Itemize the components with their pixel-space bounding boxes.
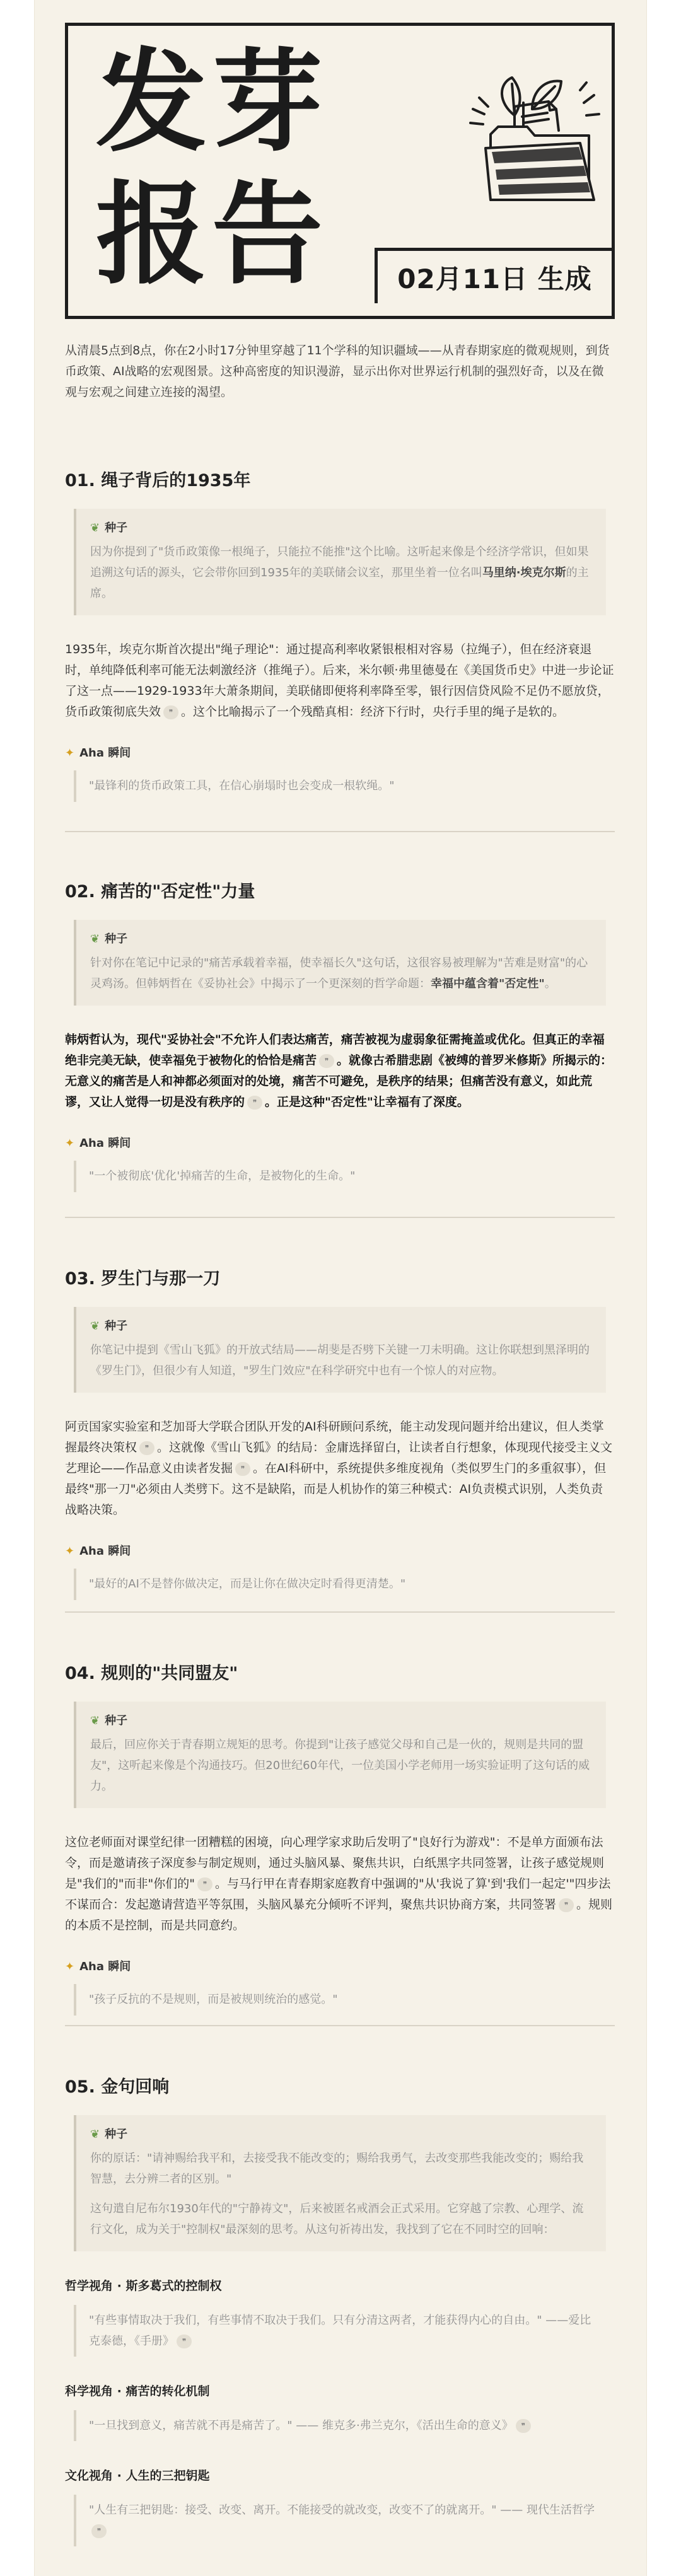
section-1	[65, 467, 615, 802]
section-title: 03. 罗生门与那一刀	[65, 1269, 221, 1289]
aha-quote: "一个被彻底'优化'掉痛苦的生命，是被物化的生命。"	[74, 1161, 615, 1192]
citation-link[interactable]: ❞	[235, 1462, 250, 1476]
seed-text: 你的原话："请神赐给我平和，去接受我不能改变的；赐给我勇气，去改变那些我能改变的；赐给我智慧，去分辨二者的区别。"	[90, 2152, 584, 2186]
aha-quote: "最好的AI不是替你做决定，而是让你在做决定时看得更清楚。"	[74, 1569, 615, 1600]
sparkle-icon: ✦	[65, 1137, 75, 1150]
citation-link[interactable]: ❞	[91, 2524, 107, 2538]
section-divider	[65, 1611, 615, 1613]
section-5	[65, 2073, 615, 2546]
section-2	[65, 878, 615, 1192]
subheading: 文化视角 · 人生的三把钥匙	[65, 2469, 210, 2483]
quote-block	[74, 2410, 615, 2441]
sparkle-icon: ✦	[65, 1960, 75, 1973]
citation-link[interactable]: ❞	[319, 1054, 334, 1068]
subheading: 哲学视角 · 斯多葛式的控制权	[65, 2279, 222, 2293]
body-text: 1935年，埃克尔斯首次提出"绳子理论"：通过提高利率收紧银根相对容易（拉绳子），但在经济衰退时，单纯降低利率可能无法刺激经济（推绳子）。后来，米尔顿·弗里德曼在《美国货币史》中进一步论证了这一点——1929-1933年大萧条期间，美联储即便将利率降至零，银行因信贷风险不足仍不愿放贷，货币政策彻底失效	[65, 642, 614, 719]
citation-link[interactable]: ❞	[559, 1898, 574, 1912]
body-tail: 。规则的本质不是控制，而是共同意约。	[65, 1898, 613, 1932]
body-text: 阿贡国家实验室和芝加哥大学联合团队开发的AI科研顾问系统，能主动发现问题并给出建议，但人类掌握最终决策权	[65, 1420, 604, 1454]
quote-text: "一旦找到意义，痛苦就不再是痛苦了。" —— 维克多·弗兰克尔，《活出生命的意义》	[89, 2419, 513, 2432]
intro-paragraph: 从清晨5点到8点，你在2小时17分钟里穿越了11个学科的知识疆域——从青春期家庭的微观规则，到货币政策、AI战略的宏观图景。这种高密度的知识漫游，显示出你对世界运行机制的强烈好奇，以及在微观与宏观之间建立连接的渴望。	[65, 344, 610, 399]
body-paragraph	[65, 1832, 615, 1936]
body-text-2: 。这就像《雪山飞狐》的结局：金庸选择留白，让读者自行想象，体现现代接受主义文艺理论——作品意义由读者发掘	[65, 1441, 613, 1475]
seed-text: 你笔记中提到《雪山飞狐》的开放式结局——胡斐是否劈下关键一刀未明确。这让你联想到黑泽明的《罗生门》，但很少有人知道，"罗生门效应"在科学研究中也有一个惊人的对应物。	[90, 1343, 590, 1378]
body-text: 韩炳哲认为，现代"妥协社会"不允许人们表达痛苦，痛苦被视为虚弱象征需掩盖或优化。但真正的幸福绝非完美无缺，使幸福免于被物化的恰恰是痛苦	[65, 1033, 605, 1067]
citation-link[interactable]: ❞	[163, 705, 178, 719]
section-title: 01. 绳子背后的1935年	[65, 471, 251, 490]
report-page	[35, 0, 646, 2576]
aha-quote: "孩子反抗的不是规则，而是被规则统治的感觉。"	[74, 1984, 615, 2016]
quote-block	[74, 2305, 615, 2357]
seed-block	[74, 1307, 606, 1393]
sprout-icon: ❦	[90, 521, 100, 535]
section-4	[65, 1659, 615, 2016]
citation-link[interactable]: ❞	[139, 1441, 154, 1455]
seed-block	[74, 920, 606, 1006]
report-title	[96, 40, 328, 305]
section-divider	[65, 1217, 615, 1218]
section-divider	[65, 2025, 615, 2026]
body-text-3: 。在AI科研中，系统提供多维度视角（类似罗生门的多重叙事），但最终"那一刀"必须由人类劈下。这不是缺陷，而是人机协作的第三种模式：AI负责模式识别，人类负责战略决策。	[65, 1461, 607, 1517]
folder-with-plant-icon	[454, 65, 612, 216]
seed-label: 种子	[105, 2128, 128, 2141]
citation-link[interactable]: ❞	[516, 2419, 531, 2433]
section-3	[65, 1265, 615, 1600]
body-paragraph	[65, 1417, 615, 1521]
body-paragraph	[65, 639, 615, 722]
report-header	[65, 23, 615, 319]
sprout-icon: ❦	[90, 932, 100, 946]
sparkle-icon: ✦	[65, 1545, 75, 1558]
body-text-2: 。就像古希腊悲剧《被缚的普罗米修斯》所揭示的：无意义的痛苦是人和神都必须面对的处境，痛苦不可避免，是秩序的结果；但痛苦没有意义，如此荒谬，又让人觉得一切是没有秩序的	[65, 1053, 613, 1109]
seed-highlight: 幸福中蕴含着"否定性"	[431, 977, 545, 990]
citation-link[interactable]: ❞	[177, 2335, 192, 2348]
seed-text: 最后，回应你关于青春期立规矩的思考。你提到"让孩子感觉父母和自己是一伙的，规则是共同的盟友"，这听起来像是个沟通技巧。但20世纪60年代，一位美国小学老师用一场实验证明了这句话的威力。	[90, 1738, 590, 1793]
sprout-icon: ❦	[90, 2128, 100, 2141]
subheading: 科学视角 · 痛苦的转化机制	[65, 2384, 210, 2398]
aha-label: Aha 瞬间	[79, 1137, 131, 1150]
aha-label: Aha 瞬间	[79, 746, 131, 760]
quote-block	[74, 2495, 615, 2546]
quote-text: "有些事情取决于我们，有些事情不取决于我们。只有分清这两者，才能获得内心的自由。" ——爱比克泰德，《手册》	[89, 2314, 591, 2348]
seed-label: 种子	[105, 932, 128, 946]
body-tail: 。这个比喻揭示了一个残酷真相：经济下行时，央行手里的绳子是软的。	[181, 705, 565, 719]
seed-block	[74, 2115, 606, 2251]
seed-text: 针对你在笔记中记录的"痛苦承载着幸福，使幸福长久"这句话，这很容易被理解为"苦难是财富"的心灵鸡汤。但韩炳哲在《妥协社会》中揭示了一个更深刻的哲学命题：	[90, 956, 588, 990]
generated-date: 02月11日 生成	[375, 248, 612, 303]
citation-link[interactable]: ❞	[197, 1877, 212, 1891]
body-text: 这位老师面对课堂纪律一团糟糕的困境，向心理学家求助后发明了"良好行为游戏"：不是单方面颁布法令，而是邀请孩子深度参与制定规则，通过头脑风暴、聚焦共识，白纸黑字共同签署，让孩子感觉规则是"我们的"而非"你们的"	[65, 1835, 605, 1891]
section-title: 04. 规则的"共同盟友"	[65, 1664, 238, 1683]
sprout-icon: ❦	[90, 1320, 100, 1333]
seed-tail: 。	[544, 977, 556, 990]
aha-label: Aha 瞬间	[79, 1960, 131, 1973]
seed-label: 种子	[105, 1714, 128, 1727]
quote-text: "人生有三把钥匙：接受、改变、离开。不能接受的就改变，改变不了的就离开。" —— 现代生活哲学	[89, 2503, 595, 2517]
aha-quote: "最锋利的货币政策工具，在信心崩塌时也会变成一根软绳。"	[74, 770, 615, 802]
body-paragraph	[65, 1030, 615, 1113]
body-text-2: 。与马行甲在青春期家庭教育中强调的"从'我说了算'到'我们一起定'"四步法不谋而合：发起邀请营造平等氛围，头脑风暴充分倾听不评判，聚焦共识协商方案，共同签署	[65, 1877, 611, 1912]
sprout-icon: ❦	[90, 1714, 100, 1727]
section-title: 05. 金句回响	[65, 2077, 170, 2097]
seed-tail: 的主席。	[90, 566, 589, 600]
section-title: 02. 痛苦的"否定性"力量	[65, 882, 255, 902]
seed-label: 种子	[105, 521, 128, 535]
citation-link[interactable]: ❞	[247, 1096, 262, 1110]
seed-block	[74, 1702, 606, 1808]
title-line-2: 报告	[96, 170, 329, 299]
seed-followup: 这句遣自尼布尔1930年代的"宁静祷文"，后来被匿名戒酒会正式采用。它穿越了宗教、心理学、流行文化，成为关于"控制权"最深刻的思考。从这句祈祷出发，我找到了它在不同时空的回响：	[90, 2202, 584, 2236]
section-divider	[65, 831, 615, 832]
body-text-3: 。正是这种"否定性"让幸福有了深度。	[265, 1095, 469, 1109]
sparkle-icon: ✦	[65, 746, 75, 760]
seed-text: 因为你提到了"货币政策像一根绳子，只能拉不能推"这个比喻。这听起来像是个经济学常识，但如果追溯这句话的源头，它会带你回到1935年的美联储会议室，那里坐着一位名叫	[90, 545, 589, 579]
title-line-1: 发芽	[96, 38, 329, 167]
seed-highlight: 马里纳·埃克尔斯	[482, 566, 566, 579]
seed-label: 种子	[105, 1320, 128, 1333]
seed-block	[74, 509, 606, 615]
aha-label: Aha 瞬间	[79, 1545, 131, 1558]
